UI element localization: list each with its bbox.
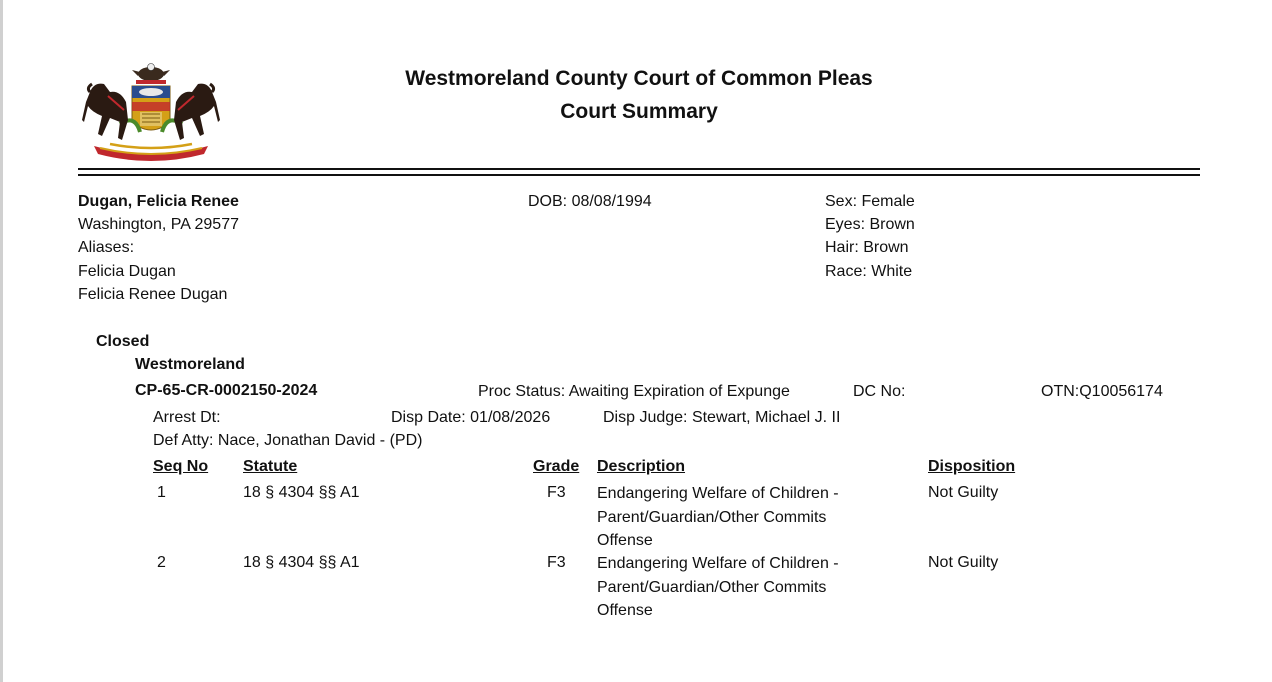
defendant-address: Washington, PA 29577 [78,216,239,233]
document-title: Court Summary [560,100,718,123]
header-divider-bottom [78,174,1200,176]
defendant-dob: DOB: 08/08/1994 [528,193,652,210]
charge-disposition: Not Guilty [928,554,999,571]
defendant-name: Dugan, Felicia Renee [78,193,239,210]
column-header-statute: Statute [243,458,298,475]
header-divider-top [78,168,1200,170]
alias-item: Felicia Renee Dugan [78,286,228,303]
disposition-judge: Disp Judge: Stewart, Michael J. II [603,409,841,426]
charge-seq: 1 [157,484,166,501]
court-name-heading: Westmoreland County Court of Common Pleas [405,67,873,90]
charge-disposition: Not Guilty [928,484,999,501]
alias-item: Felicia Dugan [78,263,176,280]
column-header-grade: Grade [533,458,580,475]
county-heading: Westmoreland [135,356,245,373]
charge-description: Endangering Welfare of Children - Parent/Guardian/Other Commits Offense [597,485,839,549]
defendant-race: Race: White [825,263,913,280]
column-header-seq: Seq No [153,458,209,475]
charge-grade: F3 [547,484,566,501]
defendant-sex: Sex: Female [825,193,915,210]
column-header-description: Description [597,458,686,475]
otn-number: OTN:Q10056174 [1041,383,1163,400]
charge-statute: 18 § 4304 §§ A1 [243,484,360,501]
dc-number: DC No: [853,383,906,400]
disposition-date: Disp Date: 01/08/2026 [391,409,551,426]
arrest-date: Arrest Dt: [153,409,221,426]
column-header-disposition: Disposition [928,458,1016,475]
charge-statute: 18 § 4304 §§ A1 [243,554,360,571]
charge-seq: 2 [157,554,166,571]
charge-grade: F3 [547,554,566,571]
charge-description: Endangering Welfare of Children - Parent/Guardian/Other Commits Offense [597,555,839,619]
aliases-label: Aliases: [78,239,135,256]
docket-number: CP-65-CR-0002150-2024 [135,382,318,399]
defendant-eyes: Eyes: Brown [825,216,915,233]
defendant-hair: Hair: Brown [825,239,909,256]
proc-status: Proc Status: Awaiting Expiration of Expunge [478,383,790,400]
case-status-heading: Closed [96,333,150,350]
defense-attorney: Def Atty: Nace, Jonathan David - (PD) [153,432,423,449]
